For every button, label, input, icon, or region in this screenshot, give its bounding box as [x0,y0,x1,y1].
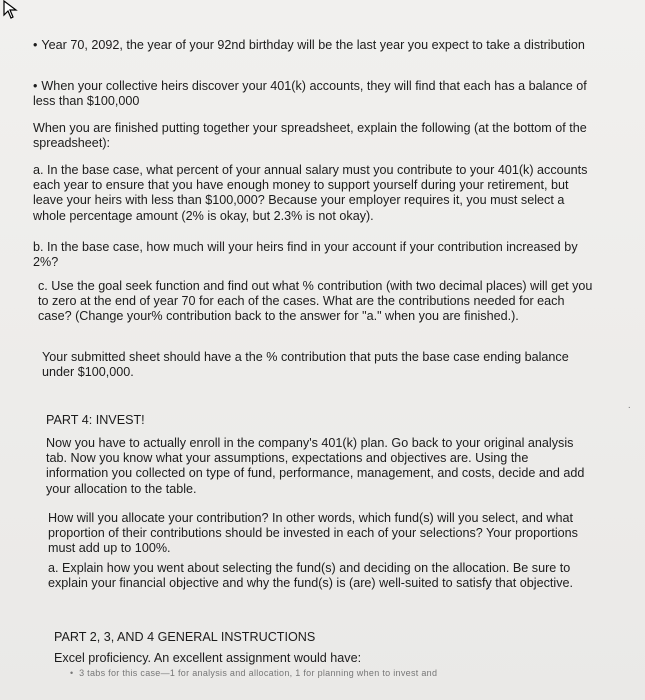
part4-question-a: a. Explain how you went about selecting the fund(s) and deciding on the allocation. Be sure to explain your financial objective and why the fund(s) is (are) well-suited to satisfy that objective. [48,561,573,591]
part4-allocation: How will you allocate your contribution? In other words, which fund(s) will you select, and what proportion of their contributions should be invested in each of your selections? Your proportions must add up to 100%. [48,511,578,556]
excel-proficiency: Excel proficiency. An excellent assignment would have: [54,651,362,665]
question-a: a. In the base case, what percent of your annual salary must you contribute to your 401(k) accounts each year to ensure that you have enough money to support yourself during your retirement, but leave your heirs with less than $100,000? Because your employer requires it, you must select a whole percentage amount (2% is okay, but 2.3% is not okay). [33,163,588,223]
cut-off-bullet: • 3 tabs for this case—1 for analysis and allocation, 1 for planning when to invest and [70,668,438,678]
bullet-heirs: • When your collective heirs discover your 401(k) accounts, they will find that each has a balance of less than $100,000 [33,79,587,109]
part4-heading: PART 4: INVEST! [46,413,145,427]
mouse-pointer-icon [2,0,20,20]
part4-intro: Now you have to actually enroll in the company's 401(k) plan. Go back to your original analysis tab. Now you know what your assumptions, expectations and objectives are. Using the information you collected on type of fund, performance, management, and costs, decide and add your allocation to the table. [46,436,585,496]
bullet-year-70: • Year 70, 2092, the year of your 92nd birthday will be the last year you expect to take a distribution [33,38,585,52]
submitted-note: Your submitted sheet should have a the % contribution that puts the base case ending balance under $100,000. [42,350,569,380]
general-instructions-heading: PART 2, 3, AND 4 GENERAL INSTRUCTIONS [54,630,316,644]
question-b: b. In the base case, how much will your heirs find in your account if your contribution increased by 2%? [33,240,578,270]
margin-mark: · [627,402,631,413]
question-c: c. Use the goal seek function and find out what % contribution (with two decimal places) will get you to zero at the end of year 70 for each of the cases. What are the contributions needed for each case? (Change your% contribution back to the answer for "a." when you are finished.). [38,279,593,324]
explain-intro: When you are finished putting together your spreadsheet, explain the following (at the bottom of the spreadsheet): [33,121,587,151]
